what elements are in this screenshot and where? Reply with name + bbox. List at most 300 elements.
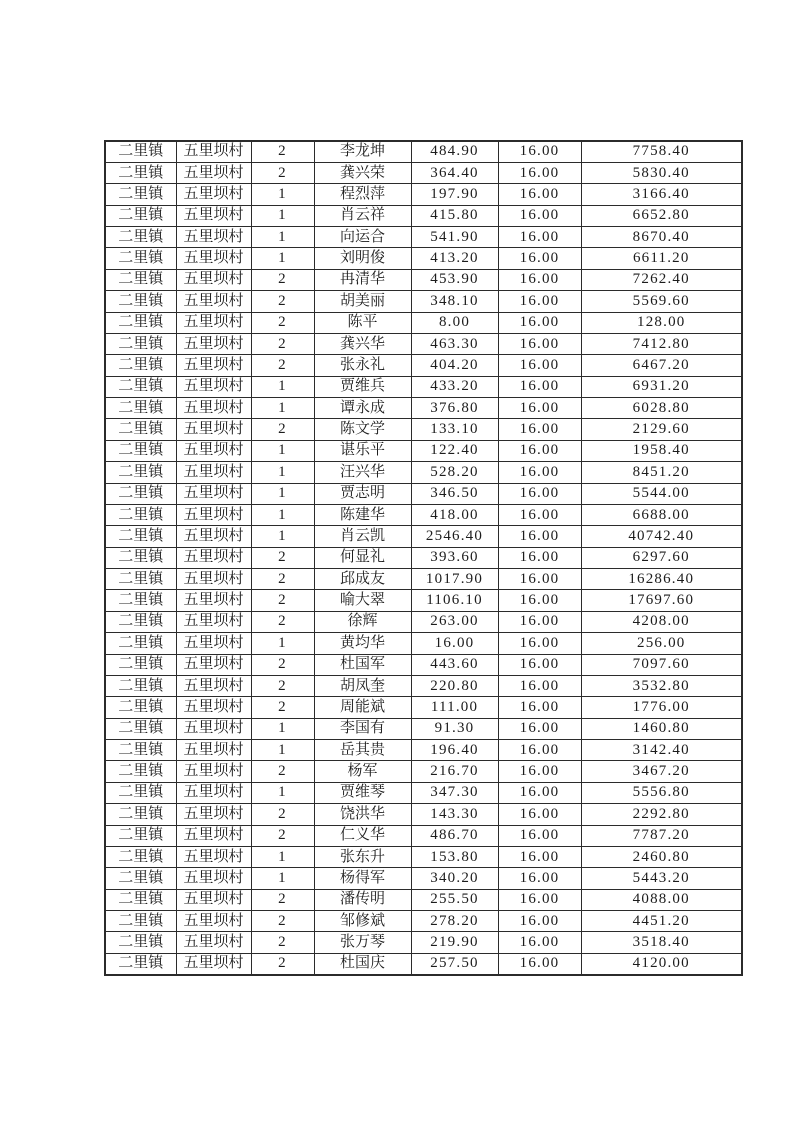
cell-amount: 1460.80 [581,718,742,739]
cell-village: 五里坝村 [176,141,251,162]
cell-group: 1 [251,868,314,889]
cell-name: 刘明俊 [314,248,411,269]
cell-quantity: 364.40 [411,162,498,183]
cell-name: 谭永成 [314,398,411,419]
table-row [105,718,742,739]
cell-name: 贾维琴 [314,782,411,803]
cell-town: 二里镇 [105,398,176,419]
cell-rate: 16.00 [498,569,581,590]
cell-amount: 7262.40 [581,269,742,290]
cell-group: 2 [251,333,314,354]
cell-quantity: 393.60 [411,547,498,568]
cell-town: 二里镇 [105,333,176,354]
cell-amount: 6611.20 [581,248,742,269]
cell-quantity: 196.40 [411,740,498,761]
cell-town: 二里镇 [105,141,176,162]
cell-amount: 5544.00 [581,483,742,504]
cell-name: 杨得军 [314,868,411,889]
cell-village: 五里坝村 [176,782,251,803]
cell-village: 五里坝村 [176,419,251,440]
cell-rate: 16.00 [498,355,581,376]
cell-name: 李龙坤 [314,141,411,162]
cell-quantity: 453.90 [411,269,498,290]
cell-group: 2 [251,825,314,846]
cell-amount: 3467.20 [581,761,742,782]
cell-quantity: 257.50 [411,953,498,975]
cell-group: 1 [251,205,314,226]
cell-amount: 3532.80 [581,675,742,696]
cell-rate: 16.00 [498,162,581,183]
table-row [105,205,742,226]
cell-quantity: 216.70 [411,761,498,782]
cell-amount: 256.00 [581,633,742,654]
cell-group: 2 [251,162,314,183]
cell-rate: 16.00 [498,205,581,226]
table-row [105,333,742,354]
cell-quantity: 340.20 [411,868,498,889]
cell-rate: 16.00 [498,932,581,953]
cell-village: 五里坝村 [176,675,251,696]
cell-town: 二里镇 [105,419,176,440]
cell-village: 五里坝村 [176,633,251,654]
cell-group: 2 [251,761,314,782]
cell-town: 二里镇 [105,825,176,846]
cell-name: 龚兴华 [314,333,411,354]
cell-group: 1 [251,782,314,803]
cell-rate: 16.00 [498,547,581,568]
table-row [105,633,742,654]
table-row [105,312,742,333]
cell-quantity: 376.80 [411,398,498,419]
table-row [105,782,742,803]
cell-town: 二里镇 [105,547,176,568]
cell-group: 1 [251,633,314,654]
cell-village: 五里坝村 [176,483,251,504]
cell-rate: 16.00 [498,846,581,867]
cell-amount: 3166.40 [581,184,742,205]
cell-town: 二里镇 [105,654,176,675]
cell-village: 五里坝村 [176,248,251,269]
cell-village: 五里坝村 [176,761,251,782]
cell-group: 1 [251,440,314,461]
cell-group: 1 [251,526,314,547]
cell-quantity: 255.50 [411,889,498,910]
cell-group: 2 [251,419,314,440]
cell-name: 贾志明 [314,483,411,504]
cell-group: 2 [251,141,314,162]
cell-village: 五里坝村 [176,825,251,846]
cell-quantity: 1106.10 [411,590,498,611]
cell-amount: 8451.20 [581,462,742,483]
cell-group: 2 [251,804,314,825]
cell-group: 2 [251,675,314,696]
cell-amount: 6931.20 [581,376,742,397]
cell-quantity: 346.50 [411,483,498,504]
cell-rate: 16.00 [498,675,581,696]
cell-village: 五里坝村 [176,932,251,953]
cell-name: 谌乐平 [314,440,411,461]
table-row [105,376,742,397]
cell-group: 1 [251,398,314,419]
cell-name: 胡美丽 [314,291,411,312]
cell-name: 喻大翠 [314,590,411,611]
table-row [105,868,742,889]
cell-village: 五里坝村 [176,376,251,397]
cell-village: 五里坝村 [176,953,251,975]
cell-village: 五里坝村 [176,162,251,183]
cell-village: 五里坝村 [176,889,251,910]
cell-amount: 7758.40 [581,141,742,162]
cell-quantity: 263.00 [411,611,498,632]
cell-quantity: 541.90 [411,227,498,248]
cell-town: 二里镇 [105,761,176,782]
cell-quantity: 463.30 [411,333,498,354]
table-row [105,419,742,440]
table-row [105,184,742,205]
cell-amount: 6028.80 [581,398,742,419]
cell-village: 五里坝村 [176,804,251,825]
table-row [105,141,742,162]
cell-quantity: 348.10 [411,291,498,312]
cell-town: 二里镇 [105,291,176,312]
cell-village: 五里坝村 [176,611,251,632]
cell-group: 1 [251,504,314,525]
cell-village: 五里坝村 [176,227,251,248]
cell-rate: 16.00 [498,697,581,718]
cell-name: 李国有 [314,718,411,739]
cell-amount: 5830.40 [581,162,742,183]
cell-quantity: 1017.90 [411,569,498,590]
cell-name: 邱成友 [314,569,411,590]
cell-quantity: 197.90 [411,184,498,205]
cell-village: 五里坝村 [176,355,251,376]
cell-town: 二里镇 [105,782,176,803]
cell-amount: 2460.80 [581,846,742,867]
cell-group: 1 [251,718,314,739]
table-row [105,291,742,312]
cell-quantity: 433.20 [411,376,498,397]
cell-amount: 6297.60 [581,547,742,568]
cell-quantity: 133.10 [411,419,498,440]
cell-rate: 16.00 [498,483,581,504]
cell-town: 二里镇 [105,312,176,333]
cell-rate: 16.00 [498,590,581,611]
cell-rate: 16.00 [498,419,581,440]
cell-name: 杜国庆 [314,953,411,975]
cell-village: 五里坝村 [176,504,251,525]
table-row [105,440,742,461]
cell-name: 岳其贵 [314,740,411,761]
cell-rate: 16.00 [498,804,581,825]
cell-name: 陈平 [314,312,411,333]
cell-name: 饶洪华 [314,804,411,825]
cell-group: 2 [251,569,314,590]
table-row [105,761,742,782]
cell-town: 二里镇 [105,633,176,654]
cell-town: 二里镇 [105,355,176,376]
cell-name: 冉清华 [314,269,411,290]
cell-name: 向运合 [314,227,411,248]
cell-village: 五里坝村 [176,291,251,312]
table-row [105,569,742,590]
cell-group: 1 [251,483,314,504]
table-row [105,526,742,547]
cell-name: 肖云凯 [314,526,411,547]
cell-quantity: 153.80 [411,846,498,867]
cell-rate: 16.00 [498,718,581,739]
cell-village: 五里坝村 [176,569,251,590]
table-row [105,932,742,953]
cell-group: 2 [251,889,314,910]
cell-quantity: 91.30 [411,718,498,739]
cell-group: 1 [251,184,314,205]
cell-quantity: 278.20 [411,911,498,932]
cell-group: 2 [251,953,314,975]
cell-rate: 16.00 [498,654,581,675]
cell-village: 五里坝村 [176,205,251,226]
cell-village: 五里坝村 [176,846,251,867]
cell-quantity: 528.20 [411,462,498,483]
cell-group: 2 [251,269,314,290]
cell-name: 陈文学 [314,419,411,440]
cell-village: 五里坝村 [176,654,251,675]
cell-town: 二里镇 [105,718,176,739]
table-row [105,740,742,761]
cell-quantity: 8.00 [411,312,498,333]
roster-table-body [105,141,742,975]
cell-quantity: 219.90 [411,932,498,953]
cell-village: 五里坝村 [176,526,251,547]
cell-rate: 16.00 [498,269,581,290]
cell-group: 2 [251,932,314,953]
cell-amount: 4451.20 [581,911,742,932]
cell-amount: 3518.40 [581,932,742,953]
cell-name: 何显礼 [314,547,411,568]
cell-group: 2 [251,291,314,312]
cell-group: 2 [251,654,314,675]
cell-town: 二里镇 [105,590,176,611]
cell-town: 二里镇 [105,483,176,504]
table-row [105,248,742,269]
cell-rate: 16.00 [498,312,581,333]
cell-name: 汪兴华 [314,462,411,483]
table-row [105,804,742,825]
cell-amount: 1776.00 [581,697,742,718]
table-row [105,825,742,846]
cell-amount: 5569.60 [581,291,742,312]
cell-town: 二里镇 [105,162,176,183]
cell-rate: 16.00 [498,911,581,932]
cell-quantity: 16.00 [411,633,498,654]
cell-amount: 1958.40 [581,440,742,461]
cell-group: 2 [251,590,314,611]
table-row [105,483,742,504]
cell-rate: 16.00 [498,291,581,312]
cell-town: 二里镇 [105,504,176,525]
cell-town: 二里镇 [105,697,176,718]
cell-group: 2 [251,611,314,632]
cell-group: 1 [251,227,314,248]
table-row [105,953,742,975]
cell-name: 潘传明 [314,889,411,910]
cell-amount: 2292.80 [581,804,742,825]
cell-village: 五里坝村 [176,911,251,932]
cell-rate: 16.00 [498,141,581,162]
cell-town: 二里镇 [105,462,176,483]
cell-group: 1 [251,376,314,397]
cell-quantity: 415.80 [411,205,498,226]
cell-rate: 16.00 [498,953,581,975]
cell-town: 二里镇 [105,269,176,290]
cell-town: 二里镇 [105,205,176,226]
table-row [105,462,742,483]
cell-village: 五里坝村 [176,269,251,290]
cell-amount: 8670.40 [581,227,742,248]
cell-rate: 16.00 [498,462,581,483]
cell-name: 龚兴荣 [314,162,411,183]
cell-quantity: 484.90 [411,141,498,162]
cell-quantity: 220.80 [411,675,498,696]
cell-quantity: 486.70 [411,825,498,846]
table-row [105,911,742,932]
cell-village: 五里坝村 [176,333,251,354]
cell-rate: 16.00 [498,825,581,846]
cell-name: 张万琴 [314,932,411,953]
cell-quantity: 347.30 [411,782,498,803]
cell-town: 二里镇 [105,846,176,867]
cell-rate: 16.00 [498,611,581,632]
cell-town: 二里镇 [105,440,176,461]
cell-rate: 16.00 [498,248,581,269]
table-row [105,162,742,183]
table-row [105,227,742,248]
table-row [105,355,742,376]
cell-name: 程烈萍 [314,184,411,205]
cell-name: 贾维兵 [314,376,411,397]
cell-rate: 16.00 [498,227,581,248]
cell-name: 仁义华 [314,825,411,846]
cell-name: 胡凤奎 [314,675,411,696]
cell-village: 五里坝村 [176,462,251,483]
table-row [105,269,742,290]
cell-amount: 6467.20 [581,355,742,376]
cell-name: 张东升 [314,846,411,867]
cell-quantity: 413.20 [411,248,498,269]
cell-name: 邹修斌 [314,911,411,932]
cell-amount: 4120.00 [581,953,742,975]
cell-village: 五里坝村 [176,184,251,205]
cell-village: 五里坝村 [176,440,251,461]
table-row [105,398,742,419]
cell-name: 黄均华 [314,633,411,654]
cell-village: 五里坝村 [176,312,251,333]
cell-rate: 16.00 [498,333,581,354]
table-row [105,547,742,568]
cell-name: 徐辉 [314,611,411,632]
cell-group: 2 [251,547,314,568]
cell-village: 五里坝村 [176,868,251,889]
cell-rate: 16.00 [498,889,581,910]
cell-amount: 7412.80 [581,333,742,354]
cell-town: 二里镇 [105,227,176,248]
cell-quantity: 418.00 [411,504,498,525]
cell-group: 1 [251,462,314,483]
cell-amount: 7787.20 [581,825,742,846]
cell-amount: 5556.80 [581,782,742,803]
cell-amount: 17697.60 [581,590,742,611]
cell-quantity: 111.00 [411,697,498,718]
cell-quantity: 2546.40 [411,526,498,547]
payment-roster-table [104,140,743,976]
cell-amount: 128.00 [581,312,742,333]
cell-group: 2 [251,312,314,333]
cell-rate: 16.00 [498,376,581,397]
cell-amount: 6652.80 [581,205,742,226]
cell-town: 二里镇 [105,526,176,547]
cell-name: 肖云祥 [314,205,411,226]
cell-group: 1 [251,740,314,761]
cell-town: 二里镇 [105,804,176,825]
cell-rate: 16.00 [498,782,581,803]
cell-name: 张永礼 [314,355,411,376]
cell-town: 二里镇 [105,953,176,975]
table-row [105,675,742,696]
table-row [105,611,742,632]
cell-village: 五里坝村 [176,718,251,739]
cell-amount: 5443.20 [581,868,742,889]
table-row [105,504,742,525]
cell-group: 2 [251,355,314,376]
cell-rate: 16.00 [498,398,581,419]
cell-group: 2 [251,697,314,718]
cell-quantity: 404.20 [411,355,498,376]
cell-amount: 6688.00 [581,504,742,525]
cell-quantity: 443.60 [411,654,498,675]
table-row [105,846,742,867]
table-row [105,697,742,718]
cell-amount: 7097.60 [581,654,742,675]
cell-name: 周能斌 [314,697,411,718]
cell-town: 二里镇 [105,184,176,205]
cell-town: 二里镇 [105,675,176,696]
cell-amount: 4088.00 [581,889,742,910]
cell-quantity: 122.40 [411,440,498,461]
cell-rate: 16.00 [498,868,581,889]
cell-rate: 16.00 [498,740,581,761]
cell-town: 二里镇 [105,376,176,397]
cell-town: 二里镇 [105,569,176,590]
cell-group: 1 [251,846,314,867]
table-row [105,590,742,611]
cell-amount: 16286.40 [581,569,742,590]
cell-village: 五里坝村 [176,547,251,568]
cell-name: 杨军 [314,761,411,782]
cell-amount: 2129.60 [581,419,742,440]
cell-town: 二里镇 [105,740,176,761]
cell-village: 五里坝村 [176,697,251,718]
cell-rate: 16.00 [498,504,581,525]
cell-town: 二里镇 [105,611,176,632]
cell-quantity: 143.30 [411,804,498,825]
cell-town: 二里镇 [105,911,176,932]
cell-village: 五里坝村 [176,740,251,761]
cell-town: 二里镇 [105,248,176,269]
cell-amount: 3142.40 [581,740,742,761]
cell-town: 二里镇 [105,889,176,910]
cell-amount: 4208.00 [581,611,742,632]
cell-rate: 16.00 [498,184,581,205]
cell-town: 二里镇 [105,932,176,953]
